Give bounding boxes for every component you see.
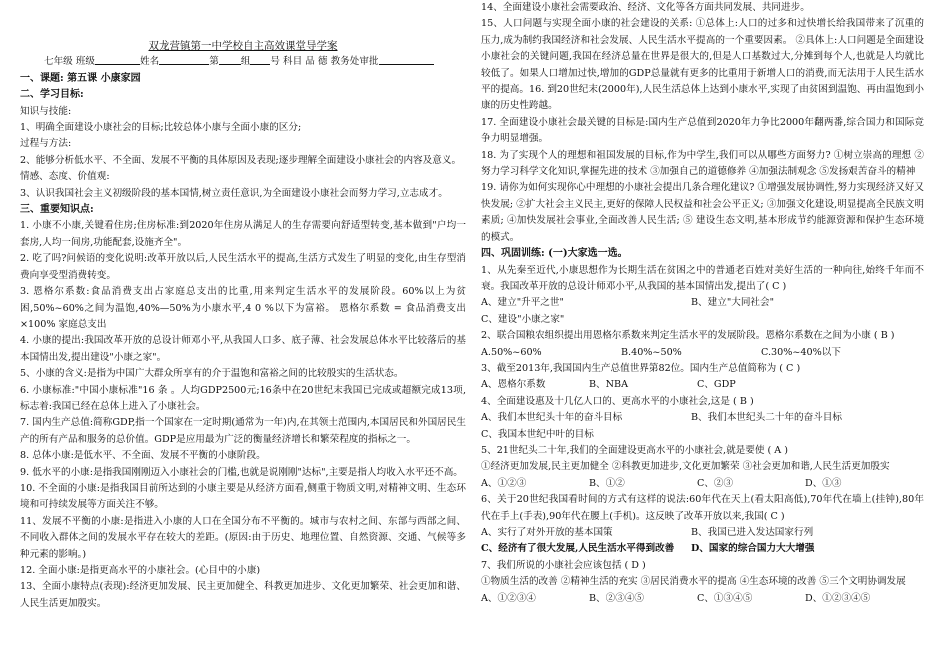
answer-options xyxy=(481,541,924,557)
class-info-label: 七年级 班级 xyxy=(44,56,96,68)
answer-options xyxy=(481,410,924,426)
class-info-line xyxy=(44,54,466,70)
answer-options xyxy=(481,476,924,492)
answer-option: B、NBA xyxy=(589,379,629,391)
text-paragraph: 4、全面建设惠及十几亿人口的、更高水平的小康社会,这是 ( B ) xyxy=(481,395,754,407)
answer-option: A、①②③ xyxy=(481,477,527,489)
text-paragraph: 5、小康的含义:是指为中国广大群众所享有的介于温饱和富裕之间的比较殷实的生活状态。 xyxy=(20,368,404,380)
class-info-label: 号 科目 品 德 教务处审批 xyxy=(270,56,379,68)
answer-option: B、我国已进入发达国家行列 xyxy=(691,527,814,538)
text-paragraph: 4. 小康的提出:我国改革开放的总设计师邓小平,从我国人口多、底子薄、社会发展总体水平比较落后的基本国情出发,提出建设"小康之家"。 xyxy=(20,335,466,363)
text-paragraph: 19. 请你为如何实现你心中理想的小康社会提出几条合理化建议? ①增强发展协调性,努力实现经济又好又快发展; ②扩大社会主义民主,更好的保障人民权益和社会公平正义; ③加强文化建设,明显提高全民族文明素质; ④加快发展社会事业,全面改善人民生活; ⑤ 建设生态文明,基本形成节约能源资源和保护生态环境的模式。 xyxy=(481,182,924,243)
document-title: 双龙营镇第一中学校自主高效课堂导学案 xyxy=(148,40,338,52)
answer-options xyxy=(481,591,924,607)
answer-options xyxy=(481,377,924,393)
answer-option: C.30%~40%以下 xyxy=(761,346,841,358)
text-paragraph: 1、明确全面建设小康社会的目标;比较总体小康与全面小康的区分; xyxy=(20,122,302,134)
answer-option: B、①② xyxy=(589,477,625,489)
text-paragraph: 6. 小康标准:"中国小康标准"16 条 。人均GDP2500元;16条中在20世纪末我国已完成或超额完成13项,标志着:我国已经在总体上进入了小康社会。 xyxy=(20,384,466,412)
answer-option: C、①③④⑤ xyxy=(697,592,753,604)
text-paragraph: 1. 小康不小康,关键看住房;住房标准:到2020年住房从满足人的生存需要向舒适型转变,基本做到"户均一套房,人均一间房,功能配套,设施齐全"。 xyxy=(20,220,466,248)
left-column xyxy=(20,0,466,612)
answer-options xyxy=(481,525,924,541)
text-paragraph: ①物质生活的改善 ②精神生活的充实 ③居民消费水平的提高 ④生态环境的改善 ⑤三个文明协调发展 xyxy=(481,576,906,588)
text-paragraph: 7、我们所说的小康社会应该包括 ( D ) xyxy=(481,559,646,571)
section-heading: 三、重要知识点: xyxy=(20,204,94,216)
text-paragraph: ①经济更加发展,民主更加健全 ②科教更加进步,文化更加繁荣 ③社会更加和谐,人民生活更加殷实 xyxy=(481,461,890,473)
text-paragraph: 知识与技能: xyxy=(20,105,72,117)
text-paragraph: C、我国本世纪中叶的目标 xyxy=(481,428,594,440)
fill-in-blank xyxy=(95,54,140,65)
answer-option: C、建设"小康之家" xyxy=(481,313,565,325)
section-heading: 四、巩固训练: (一)大家选一选。 xyxy=(481,248,628,260)
text-paragraph: 2. 吃了吗?问候语的变化说明:改革开放以后,人民生活水平的提高,生活方式发生了明显的变化,由生存型消费向享受型消费转变。 xyxy=(20,253,466,281)
text-paragraph: 14、全面建设小康社会需要政治、经济、文化等各方面共同发展、共同进步。 xyxy=(481,2,810,13)
answer-option: D、①③ xyxy=(805,477,842,489)
text-paragraph: 情感、态度、价值观: xyxy=(20,171,110,183)
answer-options xyxy=(481,345,924,361)
class-info-label: 姓名 xyxy=(140,56,160,68)
text-paragraph: 2、能够分析低水平、不全面、发展不平衡的具体原因及表现;逐步理解全面建设小康社会的内容及意义。 xyxy=(20,154,462,166)
section-heading: 一、课题: 第五课 小康家园 xyxy=(20,72,141,84)
answer-option: C、②③ xyxy=(697,477,734,489)
text-paragraph: 过程与方法: xyxy=(20,138,72,150)
text-paragraph: 3、认识我国社会主义初级阶段的基本国情,树立责任意识,为全面建设小康社会而努力学习,立志成才。 xyxy=(20,187,448,199)
text-paragraph: 6、关于20世纪我国看时间的方式有这样的说法:60年代在天上(看太阳高低),70年代在墙上(挂钟),80年代在手上(手表),90年代在腰上(手机)。这反映了改革开放以来,我国( C ) xyxy=(481,494,924,522)
text-paragraph: 10. 不全面的小康:是指我国目前所达到的小康主要是从经济方面看,侧重于物质文明,对精神文明、生态环境和可持续发展等方面关注不够。 xyxy=(20,482,466,511)
class-info-label: 第 xyxy=(209,56,219,68)
left-body xyxy=(20,71,466,612)
answer-option: B、我们本世纪头二十年的奋斗目标 xyxy=(691,412,842,424)
fill-in-blank xyxy=(219,54,241,65)
right-column xyxy=(481,0,924,607)
text-paragraph: 17. 全面建设小康社会最关键的目标是:国内生产总值到2020年力争比2000年翻两番,综合国力和国际竞争力明显增强。 xyxy=(481,116,924,145)
answer-option: A、恩格尔系数 xyxy=(481,379,546,391)
answer-option: C、GDP xyxy=(697,379,736,391)
text-paragraph: 5、21世纪头二十年,我们的全面建设更高水平的小康社会,就是要使 ( A ) xyxy=(481,444,789,456)
answer-option: C、经济有了很大发展,人民生活水平得到改善 xyxy=(481,543,675,555)
answer-options xyxy=(481,295,924,328)
text-paragraph: 3、截至2013年,我国国内生产总值世界第82位。国内生产总值简称为 ( C ) xyxy=(481,362,801,374)
answer-option: A、实行了对外开放的基本国策 xyxy=(481,527,613,538)
text-paragraph: 1、从先秦至近代,小康思想作为长期生活在贫困之中的普通老百姓对美好生活的一种向往,始终千年而不衰。我国改革开放的总设计师邓小平,从我国的基本国情出发,提出了( C ) xyxy=(481,264,924,292)
text-paragraph: 12. 全面小康:是指更高水平的小康社会。(心目中的小康) xyxy=(20,565,261,576)
text-paragraph: 8. 总体小康:是低水平、不全面、发展不平衡的小康阶段。 xyxy=(20,450,266,462)
text-paragraph: 11、发展不平衡的小康:是指进入小康的人口在全国分布不平衡的。城市与农村之间、东部与西部之间、不同收入群体之间的发展水平存在较大的差距。(原因:由于历史、地理位置、自然资源、交通、气候等多种元素的影响。) xyxy=(20,515,466,560)
right-body xyxy=(481,0,924,607)
text-paragraph: 18. 为了实现个人的理想和祖国发展的目标,作为中学生,我们可以从哪些方面努力? ①树立崇高的理想 ②努力学习科学文化知识,掌握先进的技术 ③加强自己的道德修养 ④加强法制观念 ⑤发扬艰苦奋斗的精神 xyxy=(481,149,924,178)
answer-option: A、①②③④ xyxy=(481,592,536,604)
text-paragraph: 2、联合国粮农组织提出用恩格尔系数来判定生活水平的发展阶段。恩格尔系数在之间为小康 ( B ) xyxy=(481,330,895,342)
answer-option: B、②③④⑤ xyxy=(589,592,645,604)
text-paragraph: 7. 国内生产总值:简称GDP,指一个国家在一定时期(通常为一年)内,在其领土范围内,本国居民和外国居民生产的所有产品和服务的总价值。GDP是应用最为广泛的衡量经济增长和繁荣程度的指标之一。 xyxy=(20,417,466,445)
fill-in-blank xyxy=(379,54,434,65)
text-paragraph: 3. 恩格尔系数:食品消费支出占家庭总支出的比重,用来判定生活水平的发展阶段。60%以上为贫困,50%~60%之间为温饱,40%—50%为小康水平,4 0 %以下为富裕。 恩格尔系数 = 食品消费支出 ×100% 家庭总支出 xyxy=(20,286,466,330)
text-paragraph: 15、人口问题与实现全面小康的社会建设的关系: ①总体上:人口的过多和过快增长给我国带来了沉重的压力,成为制约我国经济和社会发展、人民生活水平提高的一个重要因素。 ②具体上:人口问题是全面建设小康社会的关键问题,我国在经济总量在世界是很大的,但是人口基数过大,分摊到每个人,也就是人均就比较低了。如果人口增加过快,增加的GDP总量就有更多的比重用于新增人口的消费,而无法用于人民生活水平的提高。16. 到20世纪末(2000年),人民生活总体上达到小康水平,实现了由贫困到温饱、再由温饱到小康的历史性跨越。 xyxy=(481,18,924,112)
section-heading: 二、学习目标: xyxy=(20,89,84,101)
answer-option: A、建立"升平之世" xyxy=(481,297,564,309)
answer-option: A、我们本世纪头十年的奋斗目标 xyxy=(481,412,623,424)
answer-option: A.50%~60% xyxy=(481,346,542,358)
answer-option: D、国家的综合国力大大增强 xyxy=(691,543,815,555)
answer-option: B、建立"大同社会" xyxy=(691,297,775,309)
answer-option: B.40%~50% xyxy=(621,346,682,358)
fill-in-blank xyxy=(250,54,270,65)
text-paragraph: 13、全面小康特点(表现):经济更加发展、民主更加健全、科教更加进步、文化更加繁荣、社会更加和谐、人民生活更加殷实。 xyxy=(20,581,466,609)
class-info-label: 组 xyxy=(240,56,251,68)
text-paragraph: 9. 低水平的小康:是指我国刚刚迈入小康社会的门槛,也就是说刚刚"达标",主要是指人均收入水平还不高。 xyxy=(20,466,463,478)
fill-in-blank xyxy=(159,54,209,65)
answer-option: D、①②③④⑤ xyxy=(805,592,871,604)
